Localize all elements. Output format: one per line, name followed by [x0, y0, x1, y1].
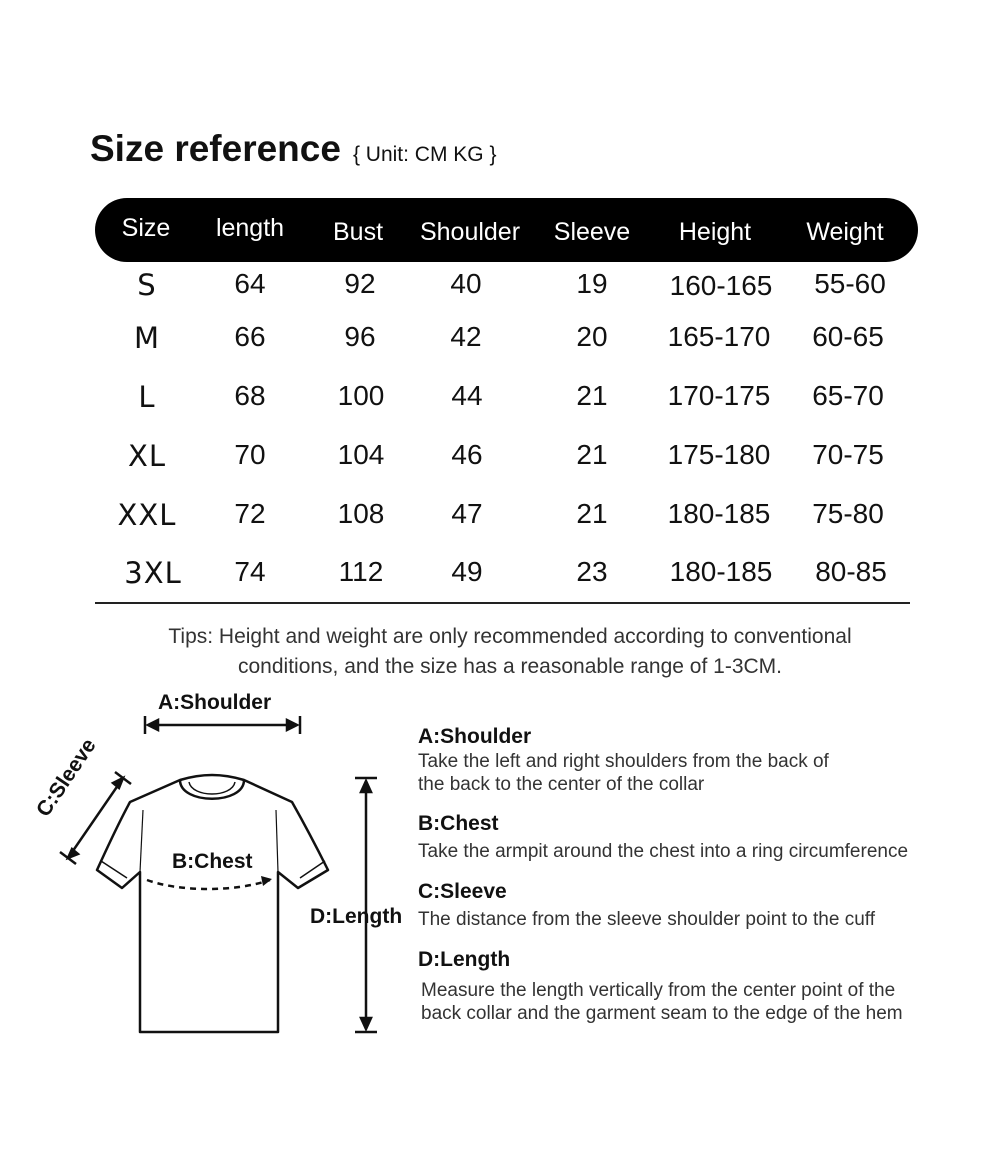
sleeve-cell: 21	[576, 439, 608, 470]
length-cell: 66	[234, 321, 266, 352]
size-cell: 3XL	[124, 556, 182, 590]
shoulder-cell: 46	[451, 439, 483, 470]
shoulder-cell: 44	[451, 380, 483, 411]
bust-cell: 112	[338, 556, 384, 587]
column-header-bust: Bust	[332, 218, 384, 246]
shoulder-cell: 40	[450, 268, 482, 299]
title-row	[90, 128, 496, 170]
column-header-sleeve: Sleeve	[553, 218, 631, 246]
length-cell: 74	[234, 556, 266, 587]
diagram-label-shoulder: A:Shoulder	[158, 691, 272, 714]
column-header-length: length	[215, 214, 285, 242]
length-cell: 70	[234, 439, 266, 470]
tips-line-1: Tips: Height and weight are only recommended according to conventional	[168, 625, 852, 648]
sleeve-cell: 20	[576, 321, 608, 352]
tips-line-2: conditions, and the size has a reasonable range of 1-3CM.	[237, 655, 782, 678]
measurement-shoulder	[418, 724, 978, 796]
measurement-text: back collar and the garment seam to the edge of the hem	[421, 1003, 903, 1024]
height-cell: 170-175	[667, 380, 771, 411]
column-header-height: Height	[678, 218, 752, 246]
unit-label: { Unit: CM KG }	[352, 143, 497, 166]
bust-cell: 108	[337, 498, 385, 529]
height-cell: 180-185	[669, 556, 773, 587]
measurement-title: B:Chest	[418, 812, 499, 835]
column-header-weight: Weight	[806, 218, 884, 246]
diagram-label-chest: B:Chest	[172, 850, 253, 873]
table-row	[0, 380, 1000, 430]
diagram-label-sleeve: C:Sleeve	[32, 734, 101, 821]
length-cell: 72	[234, 498, 266, 529]
measurement-text: Take the left and right shoulders from the back of	[418, 751, 829, 772]
weight-cell: 75-80	[812, 498, 884, 529]
page-title: Size reference	[90, 128, 341, 169]
sleeve-cell: 23	[576, 556, 608, 587]
measurement-text: The distance from the sleeve shoulder point to the cuff	[418, 909, 875, 930]
shoulder-cell: 47	[451, 498, 483, 529]
table-bottom-rule	[95, 602, 910, 604]
measurement-text: the back to the center of the collar	[418, 774, 705, 795]
bust-cell: 92	[344, 268, 376, 299]
sleeve-cell: 19	[576, 268, 608, 299]
table-row	[0, 268, 1000, 318]
weight-cell: 70-75	[812, 439, 884, 470]
measurement-sleeve	[418, 879, 978, 931]
bust-cell: 96	[344, 321, 376, 352]
height-cell: 175-180	[667, 439, 771, 470]
shoulder-cell: 49	[451, 556, 483, 587]
height-cell: 160-165	[669, 270, 773, 301]
bust-cell: 100	[337, 380, 385, 411]
length-cell: 68	[234, 380, 266, 411]
tshirt-diagram	[0, 680, 420, 1060]
diagram-label-length: D:Length	[310, 905, 403, 928]
table-row	[0, 439, 1000, 489]
size-cell: XXL	[117, 498, 177, 532]
height-cell: 165-170	[667, 321, 771, 352]
weight-cell: 80-85	[815, 556, 887, 587]
measurement-title: C:Sleeve	[418, 880, 507, 903]
tips-text	[80, 622, 940, 682]
bust-cell: 104	[337, 439, 385, 470]
size-cell: XL	[127, 439, 167, 473]
size-cell: L	[138, 380, 156, 414]
length-cell: 64	[234, 268, 266, 299]
size-cell: M	[133, 321, 161, 355]
table-header	[95, 198, 918, 262]
table-row	[0, 556, 1000, 606]
height-cell: 180-185	[667, 498, 771, 529]
shoulder-cell: 42	[450, 321, 482, 352]
sleeve-cell: 21	[576, 498, 608, 529]
measurement-chest	[418, 811, 978, 863]
weight-cell: 65-70	[812, 380, 884, 411]
sleeve-cell: 21	[576, 380, 608, 411]
weight-cell: 55-60	[814, 268, 886, 299]
table-row	[0, 321, 1000, 371]
measurement-length	[418, 947, 978, 1025]
table-row	[0, 498, 1000, 548]
size-cell: S	[137, 268, 157, 302]
measurement-text: Measure the length vertically from the center point of the	[421, 980, 896, 1001]
measurement-text: Take the armpit around the chest into a ring circumference	[418, 841, 909, 862]
column-header-shoulder: Shoulder	[419, 218, 521, 246]
measurement-title: A:Shoulder	[418, 725, 532, 748]
column-header-size: Size	[121, 214, 171, 242]
measurement-title: D:Length	[418, 948, 511, 971]
weight-cell: 60-65	[812, 321, 884, 352]
